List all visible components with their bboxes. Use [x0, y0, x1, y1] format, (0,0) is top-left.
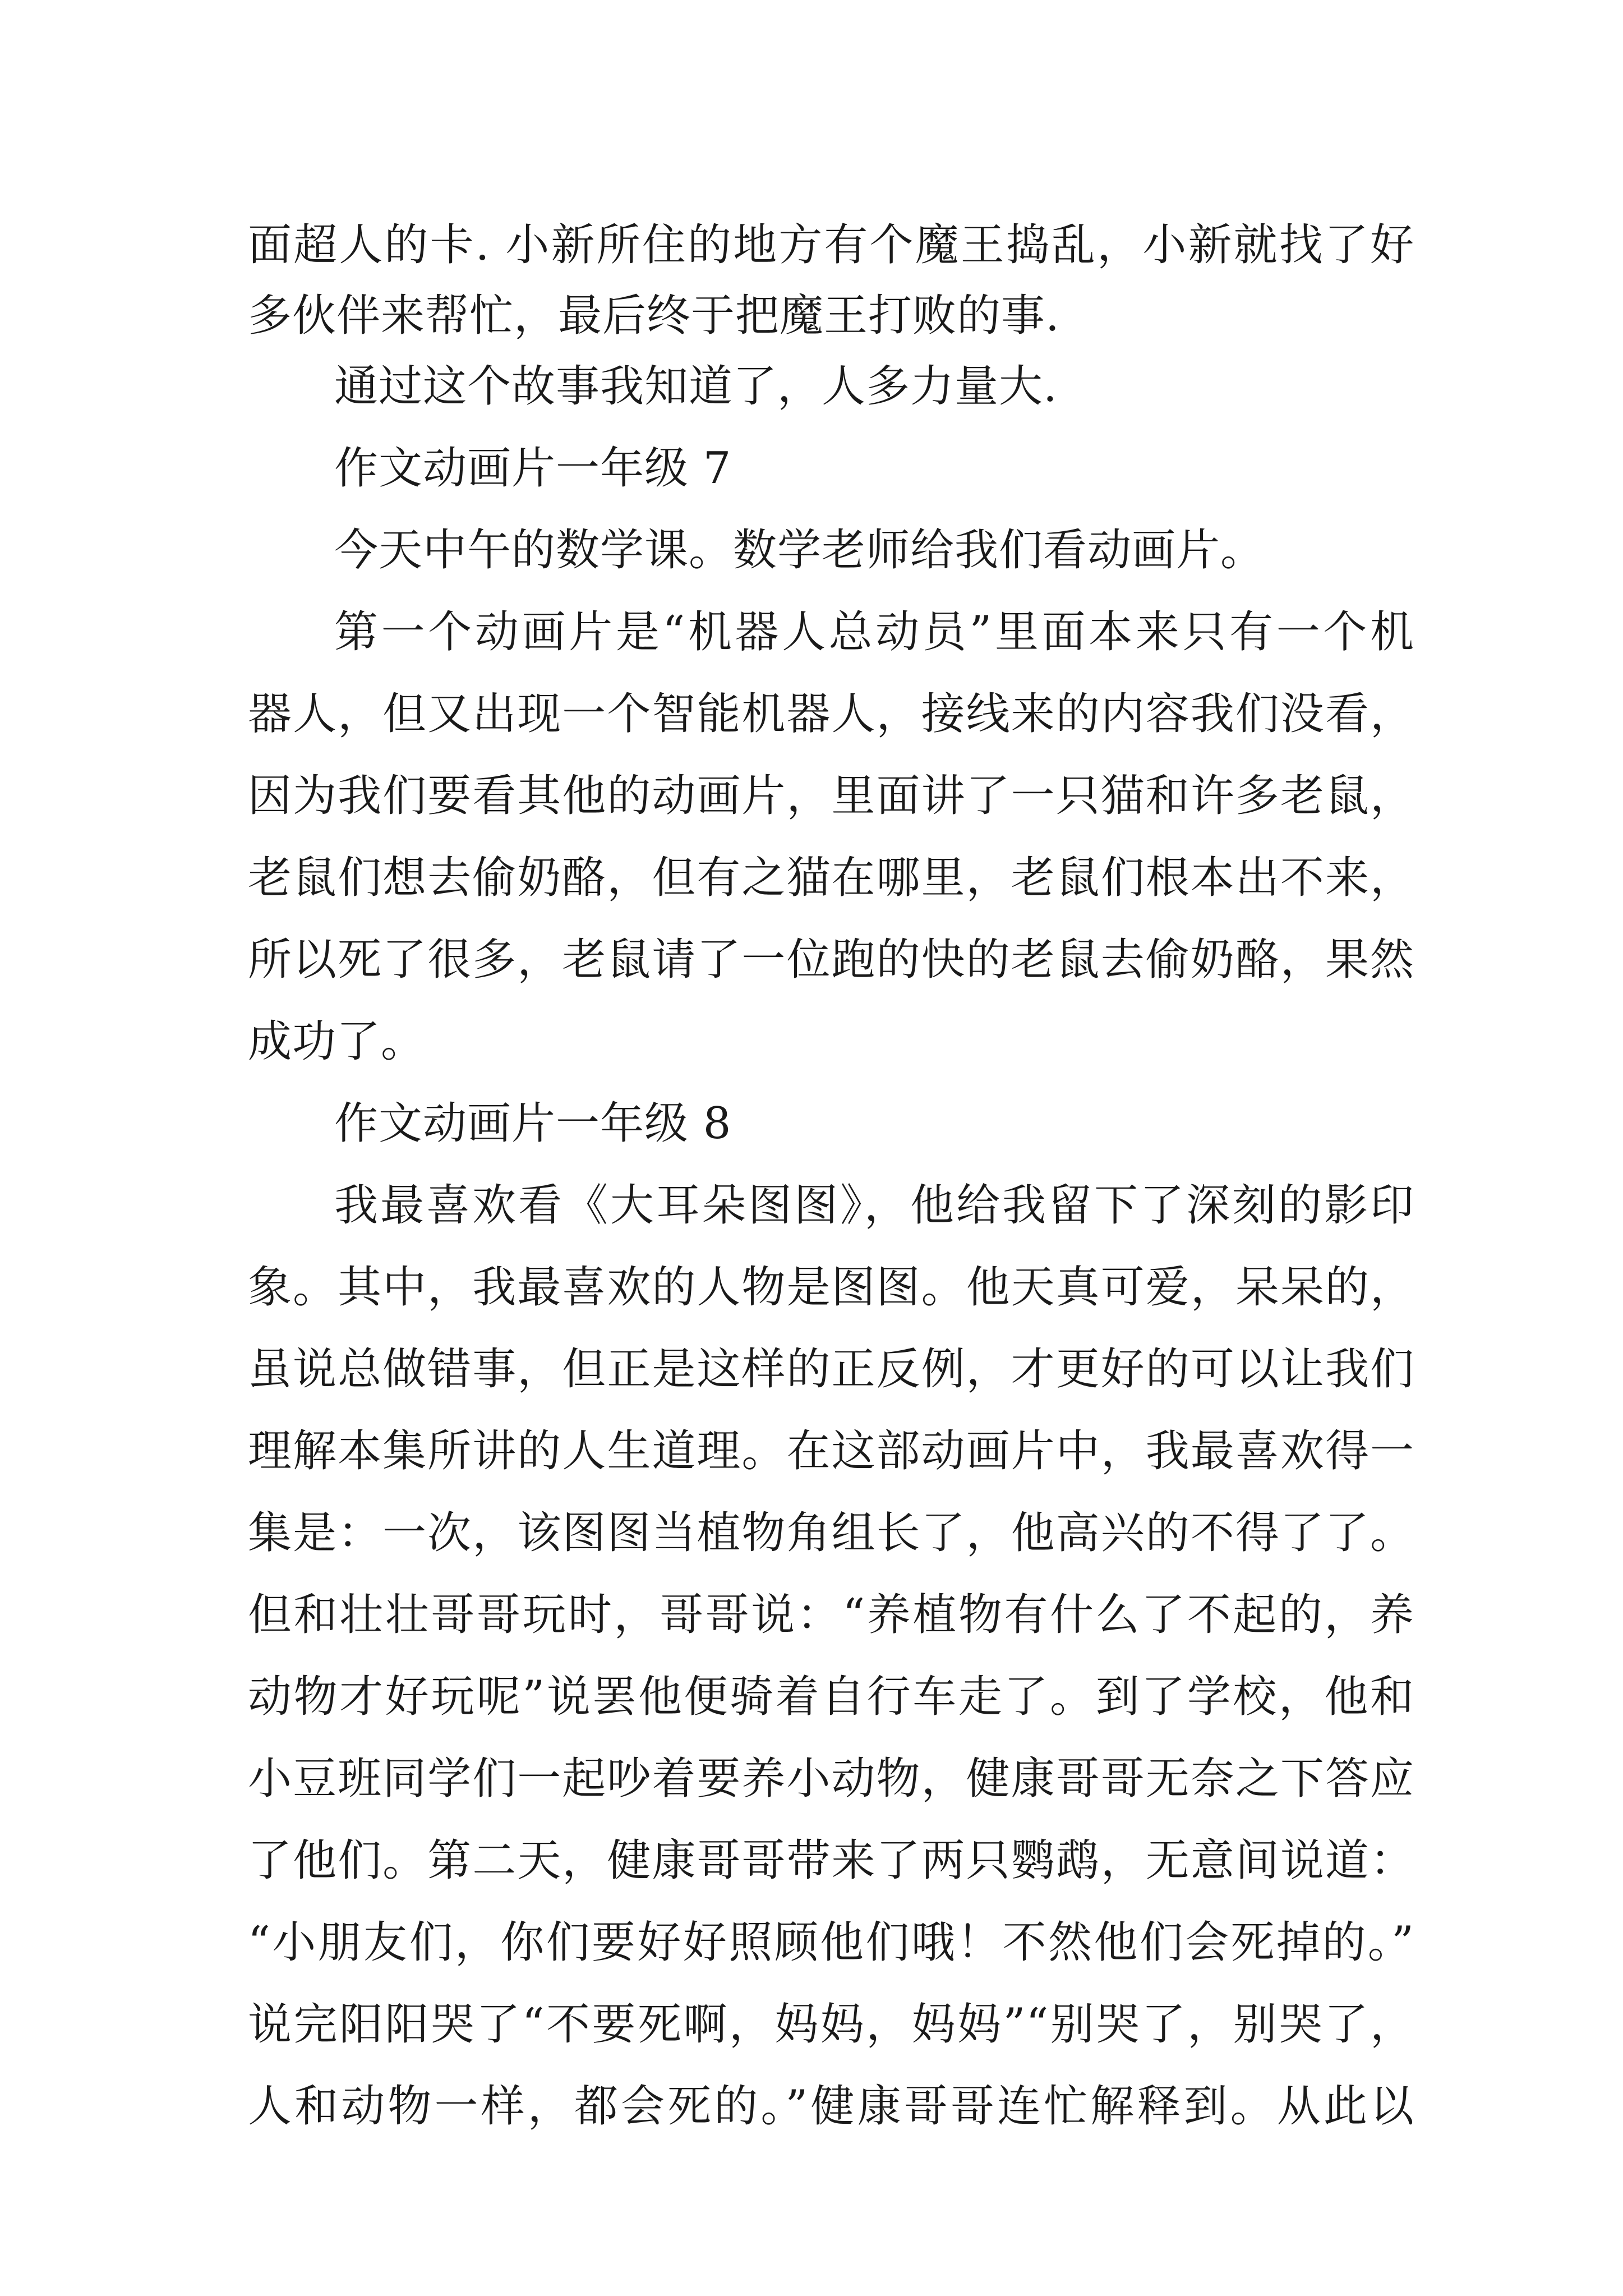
paragraph-line: 今天中午的数学课。数学老师给我们看动画片。 — [334, 525, 1265, 576]
paragraph-line: 所以死了很多，老鼠请了一位跑的快的老鼠去偷奶酪，果然 — [248, 935, 1414, 985]
paragraph-line: 集是：一次，该图图当植物角组长了，他高兴的不得了了。 — [248, 1508, 1414, 1558]
section-heading: 作文动画片一年级 7 — [334, 443, 732, 494]
paragraph-line: 我最喜欢看《大耳朵图图》，他给我留下了深刻的影印 — [334, 1180, 1414, 1231]
paragraph-line: 虽说总做错事，但正是这样的正反例，才更好的可以让我们 — [248, 1344, 1414, 1395]
paragraph-line: 动物才好玩呢”说罢他便骑着自行车走了。到了学校，他和 — [248, 1672, 1414, 1722]
paragraph-line: 但和壮壮哥哥玩时，哥哥说：“养植物有什么了不起的，养 — [248, 1590, 1414, 1640]
paragraph-line: 通过这个故事我知道了，人多力量大. — [334, 361, 1058, 412]
paragraph-line: 说完阳阳哭了“不要死啊，妈妈，妈妈”“别哭了，别哭了， — [248, 1999, 1414, 2050]
paragraph-line: 成功了。 — [248, 1016, 426, 1067]
paragraph-line: 人和动物一样，都会死的。”健康哥哥连忙解释到。从此以 — [248, 2081, 1414, 2132]
paragraph-line: 多伙伴来帮忙，最后终于把魔王打败的事. — [248, 291, 1060, 341]
paragraph-line: 第一个动画片是“机器人总动员”里面本来只有一个机 — [334, 607, 1414, 657]
paragraph-line: 面超人的卡. 小新所住的地方有个魔王捣乱，小新就找了好 — [248, 220, 1414, 270]
paragraph-line: 器人，但又出现一个智能机器人，接线来的内容我们没看， — [248, 689, 1414, 739]
paragraph-line: 因为我们要看其他的动画片，里面讲了一只猫和许多老鼠， — [248, 771, 1414, 821]
section-heading: 作文动画片一年级 8 — [334, 1098, 732, 1149]
paragraph-line: 了他们。第二天，健康哥哥带来了两只鹦鹉，无意间说道： — [248, 1835, 1414, 1886]
paragraph-line: 老鼠们想去偷奶酪，但有之猫在哪里，老鼠们根本出不来， — [248, 853, 1414, 903]
paragraph-line: 小豆班同学们一起吵着要养小动物，健康哥哥无奈之下答应 — [248, 1754, 1414, 1804]
paragraph-line: “小朋友们，你们要好好照顾他们哦！不然他们会死掉的。” — [248, 1917, 1414, 1968]
paragraph-line: 象。其中，我最喜欢的人物是图图。他天真可爱，呆呆的， — [248, 1262, 1414, 1313]
paragraph-line: 理解本集所讲的人生道理。在这部动画片中，我最喜欢得一 — [248, 1426, 1414, 1476]
